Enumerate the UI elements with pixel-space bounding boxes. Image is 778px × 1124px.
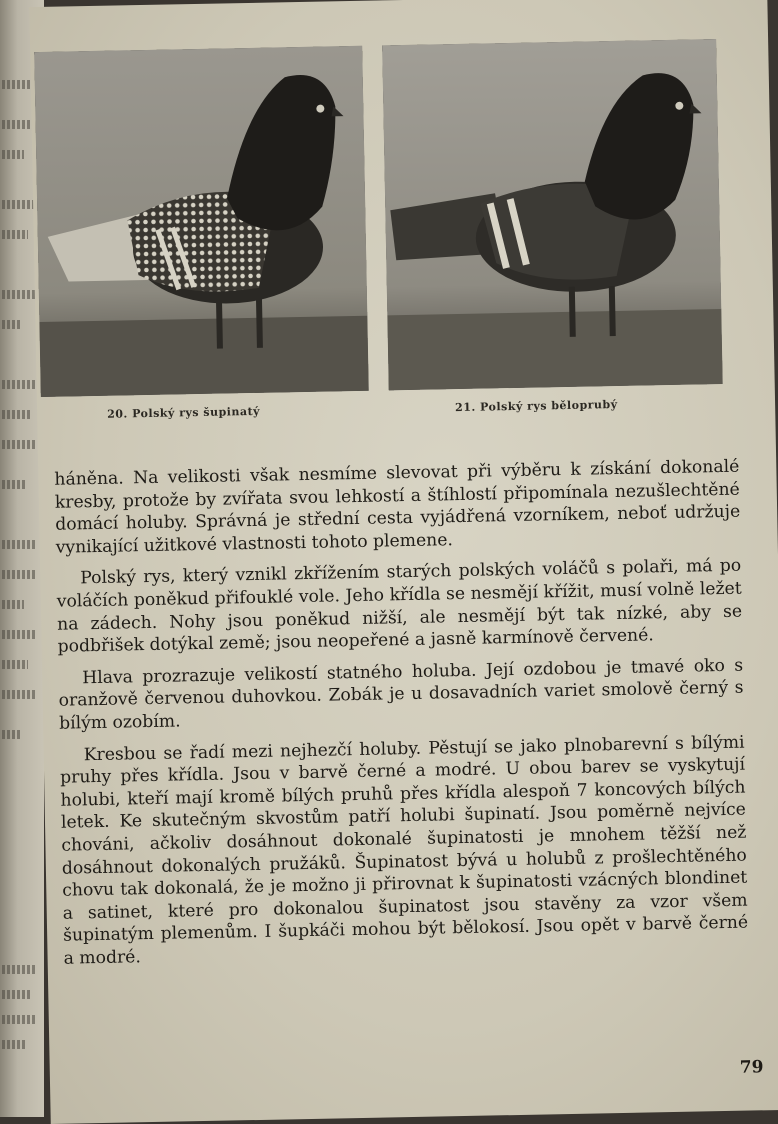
paragraph: Polský rys, který vznikl zkřížením starých polských voláčů s polaři, má po voláčích poněkud přifouklé vole. Jeho křídla se nesmějí křížit, musí volně ležet na zádech. Nohy jsou poněkud nižší, ale nesmějí být tak nízké, aby se podbřišek dotýkal země; jsou neopeřené a jasně karmínově červené. [56,556,743,657]
paragraph: Hlava prozrazuje velikostí statného holuba. Její ozdobou je tmavé oko s oranžově červenou duhovkou. Zobák je u dosavadních variet smolově černý s bílým ozobím. [58,655,744,734]
page-number: 79 [739,1057,764,1078]
paragraph: háněna. Na velikosti však nesmíme slevovat při výběru k získání dokonalé kresby, protože by zvířata svou lehkostí a štíhlostí připomínala nezušlechtěné domácí holuby. Správná je střední cesta vyjádřená vzorníkem, neboť udržuje vynikající užitkové vlastnosti tohoto plemene. [54,456,741,558]
figure-caption: 20. Polský rys šupinatý [107,404,261,421]
book-page [29,0,778,1124]
pigeon-photo-scaled [34,46,369,397]
paragraph: Kresbou se řadí mezi nejhezčí holuby. Pěstují se jako plnobarevní s bílými pruhy přes křídla. Jsou v barvě černé a modré. U obou barev se vyskytují holubi, kteří mají kromě bílých pruhů přes křídla alespoň 7 koncových bílých letek. Ke skutečným skvostům patří holubi šupinatí. Jsou poměrně nejvíce chováni, ačkoliv dosáhnout dokonalé šupinatosti je mnohem těžší než dosáhnout dokonalých pružáků. Šupinatost bývá u holubů z prošlechtěného chovu tak dokonalá, že je možno ji přirovnat k šupinatosti vzácných blondinet a satinet, které pro dokonalou šupinatost jsou stavěny za vzor všem šupinatým plemenům. I šupkáči mohou být bělokosí. Jsou opět v barvě černé a modré. [59,732,749,969]
body-text [54,456,749,980]
pigeon-photo-white-barred [382,39,723,390]
figure-caption: 21. Polský rys běloprubý [454,397,618,415]
